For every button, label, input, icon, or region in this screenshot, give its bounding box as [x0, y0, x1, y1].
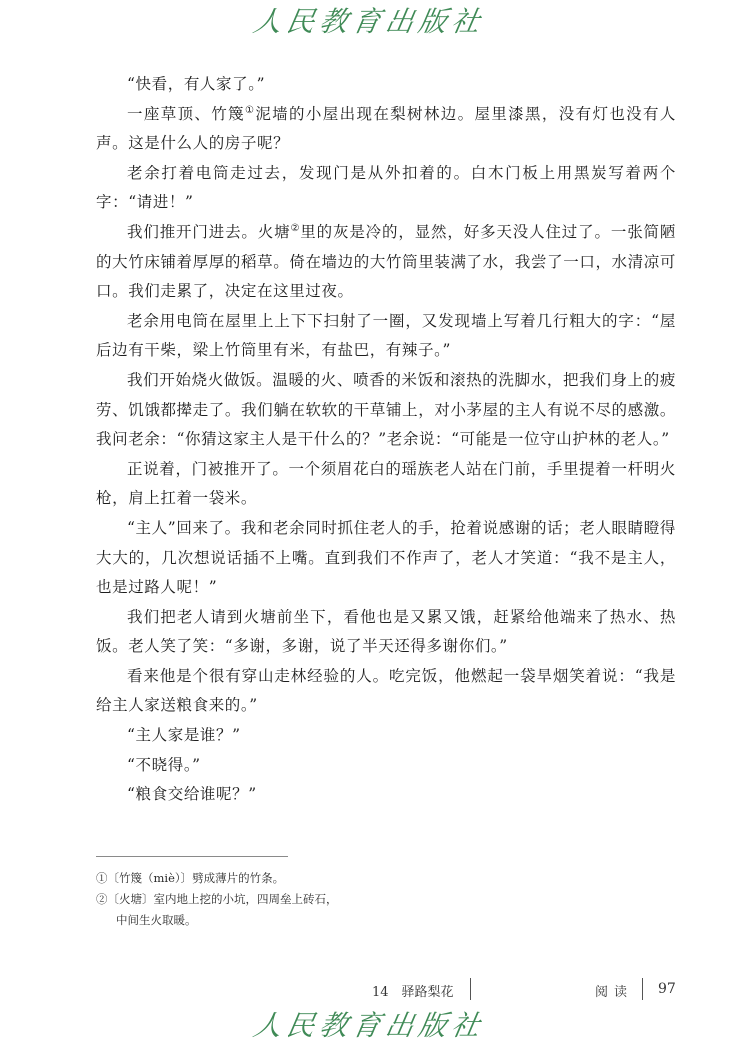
paragraph: “主人家是谁？”: [127, 726, 241, 745]
paragraph-text: 我们推开门进去。火塘: [127, 222, 291, 241]
footnotes: [96, 868, 496, 931]
footnote-marker[interactable]: ①: [245, 104, 256, 116]
footer-divider: [470, 978, 471, 1000]
footnote-1: ①〔竹篾（miè）〕劈成薄片的竹条。: [96, 871, 285, 885]
publisher-logo-top: 人民教育出版社: [250, 5, 488, 38]
footnote-divider: [96, 856, 288, 857]
paragraph: 我们把老人请到火塘前坐下，看他也是又累又饿，赶紧给他端来了热水、热饭。老人笑了笑：“多谢，多谢，说了半天还得多谢你们。”: [96, 607, 676, 656]
footnote-2: ②〔火塘〕室内地上挖的小坑，四周垒上砖石，: [96, 892, 338, 906]
page-number: 97: [658, 981, 676, 997]
main-text: [96, 70, 676, 810]
footnote-2-continued: 中间生火取暖。: [116, 913, 197, 927]
paragraph: 正说着，门被推开了。一个须眉花白的瑶族老人站在门前，手里提着一杆明火枪，肩上扛着一袋米。: [96, 459, 676, 508]
paragraph: “粮食交给谁呢？”: [127, 785, 257, 804]
paragraph: “快看，有人家了。”: [127, 75, 266, 93]
paragraph: 老余用电筒在屋里上上下下扫射了一圈，又发现墙上写着几行粗大的字：“屋后边有干柴，梁上竹筒里有米，有盐巴，有辣子。”: [96, 311, 676, 360]
paragraph-text: 一座草顶、竹篾: [127, 104, 245, 123]
paragraph: 看来他是个很有穿山走林经验的人。吃完饭，他燃起一袋旱烟笑着说：“我是给主人家送粮食来的。”: [96, 666, 676, 715]
paragraph-text: 泥墙的小屋出现在梨树林边。屋里漆黑，没有灯也没有人声。这是什么人的房子呢？: [96, 104, 676, 153]
paragraph: [96, 218, 676, 307]
section-label: 阅读: [595, 985, 634, 1000]
lesson-title: 14 驿路梨花: [372, 985, 454, 1000]
paragraph: [96, 100, 676, 159]
paragraph: 我们开始烧火做饭。温暖的火、喷香的米饭和滚热的洗脚水，把我们身上的疲劳、饥饿都撵走了。我们躺在软软的干草铺上，对小茅屋的主人有说不尽的感激。我问老余：“你猜这家主人是干什么的？”老余说：“可能是一位守山护林的老人。”: [96, 370, 676, 449]
paragraph: “主人”回来了。我和老余同时抓住老人的手，抢着说感谢的话；老人眼睛瞪得大大的，几次想说话插不上嘴。直到我们不作声了，老人才笑道：“我不是主人，也是过路人呢！”: [96, 518, 676, 597]
footer-divider: [642, 978, 643, 1000]
footnote-marker[interactable]: ②: [290, 222, 301, 234]
paragraph-text: 里的灰是冷的，显然，好多天没人住过了。一张简陋的大竹床铺着厚厚的稻草。倚在墙边的大竹筒里装满了水，我尝了一口，水清凉可口。我们走累了，决定在这里过夜。: [96, 222, 676, 301]
paragraph: 老余打着电筒走过去，发现门是从外扣着的。白木门板上用黑炭写着两个字：“请进！”: [96, 163, 676, 212]
paragraph: “不晓得。”: [127, 755, 201, 774]
publisher-logo-bottom: 人民教育出版社: [250, 1009, 488, 1042]
